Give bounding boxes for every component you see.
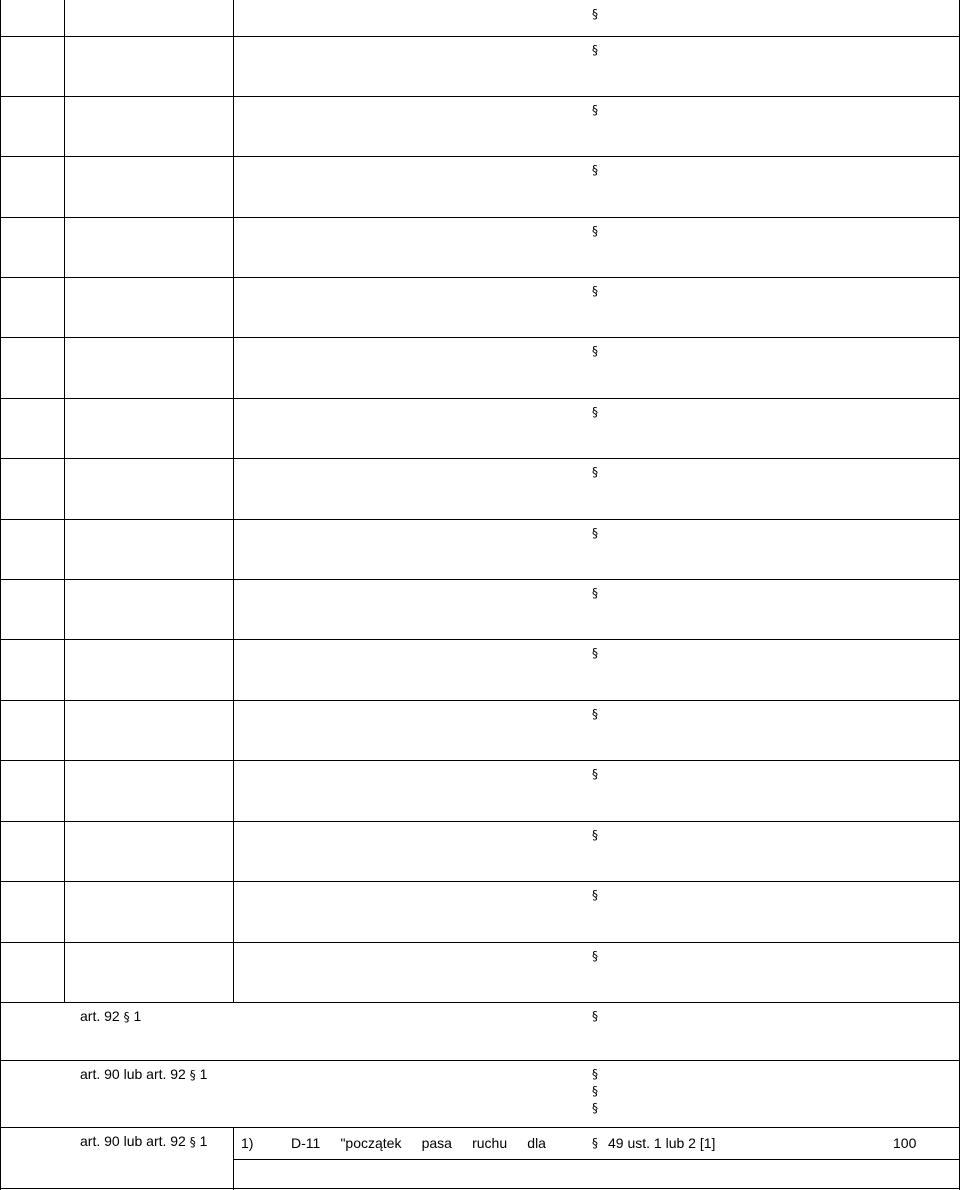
row-divider [0,881,960,882]
section-sign-icon: § [592,224,598,238]
row-divider [0,398,960,399]
section-sign-icon: § [592,7,598,21]
row-divider [0,639,960,640]
row-divider [0,579,960,580]
row-divider [0,1060,960,1061]
article-ref [80,1066,207,1084]
row-divider [0,337,960,338]
article-text: art. 92 [80,1008,124,1024]
description-word: pasa [421,1135,452,1151]
section-sign-icon: § [592,949,598,963]
section-sign-icon: § [592,1084,598,1098]
section-sign-icon: § [189,1135,196,1149]
section-sign-icon: § [592,1136,598,1150]
section-sign-icon: § [592,646,598,660]
row-divider [0,1002,960,1003]
section-sign-icon: § [592,526,598,540]
section-sign-icon: § [592,405,598,419]
article-text: art. 90 lub art. 92 [80,1133,190,1149]
section-sign-icon: § [592,586,598,600]
column-divider [233,0,234,1002]
article-paragraph: 1 [129,1008,142,1024]
section-sign-icon: § [592,1009,598,1023]
article-paragraph: 1 [195,1066,208,1082]
description-word: dla [527,1135,546,1151]
section-sign-icon: § [592,707,598,721]
section-sign-icon: § [592,767,598,781]
section-sign-icon: § [592,465,598,479]
row-divider [0,700,960,701]
column-divider [233,1127,234,1190]
row-divider [0,96,960,97]
column-divider [64,0,65,1002]
row-divider [0,760,960,761]
section-sign-icon: § [592,888,598,902]
row-divider [0,942,960,943]
row-divider [0,36,960,37]
row-divider [0,217,960,218]
column-divider [0,0,1,1190]
section-sign-icon: § [189,1068,196,1082]
article-ref [80,1133,207,1151]
section-sign-icon: § [592,828,598,842]
article-paragraph: 1 [195,1133,208,1149]
article-ref [80,1008,141,1026]
section-sign-icon: § [592,103,598,117]
article-text: art. 90 lub art. 92 [80,1066,190,1082]
row-divider [0,156,960,157]
section-sign-icon: § [123,1010,130,1024]
row-divider [233,1159,960,1160]
item-number: 1) [241,1135,254,1151]
row-divider [0,1188,960,1189]
legal-basis: 49 ust. 1 lub 2 [1] [608,1135,716,1151]
row-divider [0,821,960,822]
description-line [291,1135,546,1152]
description-word: ruchu [472,1135,508,1151]
row-divider [0,277,960,278]
section-sign-icon: § [592,284,598,298]
description-word: D-11 [291,1135,321,1151]
section-sign-icon: § [592,344,598,358]
section-sign-icon: § [592,1067,598,1081]
row-divider [0,519,960,520]
section-sign-icon: § [592,1101,598,1115]
fine-amount: 100 [893,1135,917,1151]
row-divider [0,458,960,459]
section-sign-icon: § [592,163,598,177]
section-sign-icon: § [592,43,598,57]
description-word: "początek [340,1135,402,1151]
row-divider [0,1127,960,1128]
